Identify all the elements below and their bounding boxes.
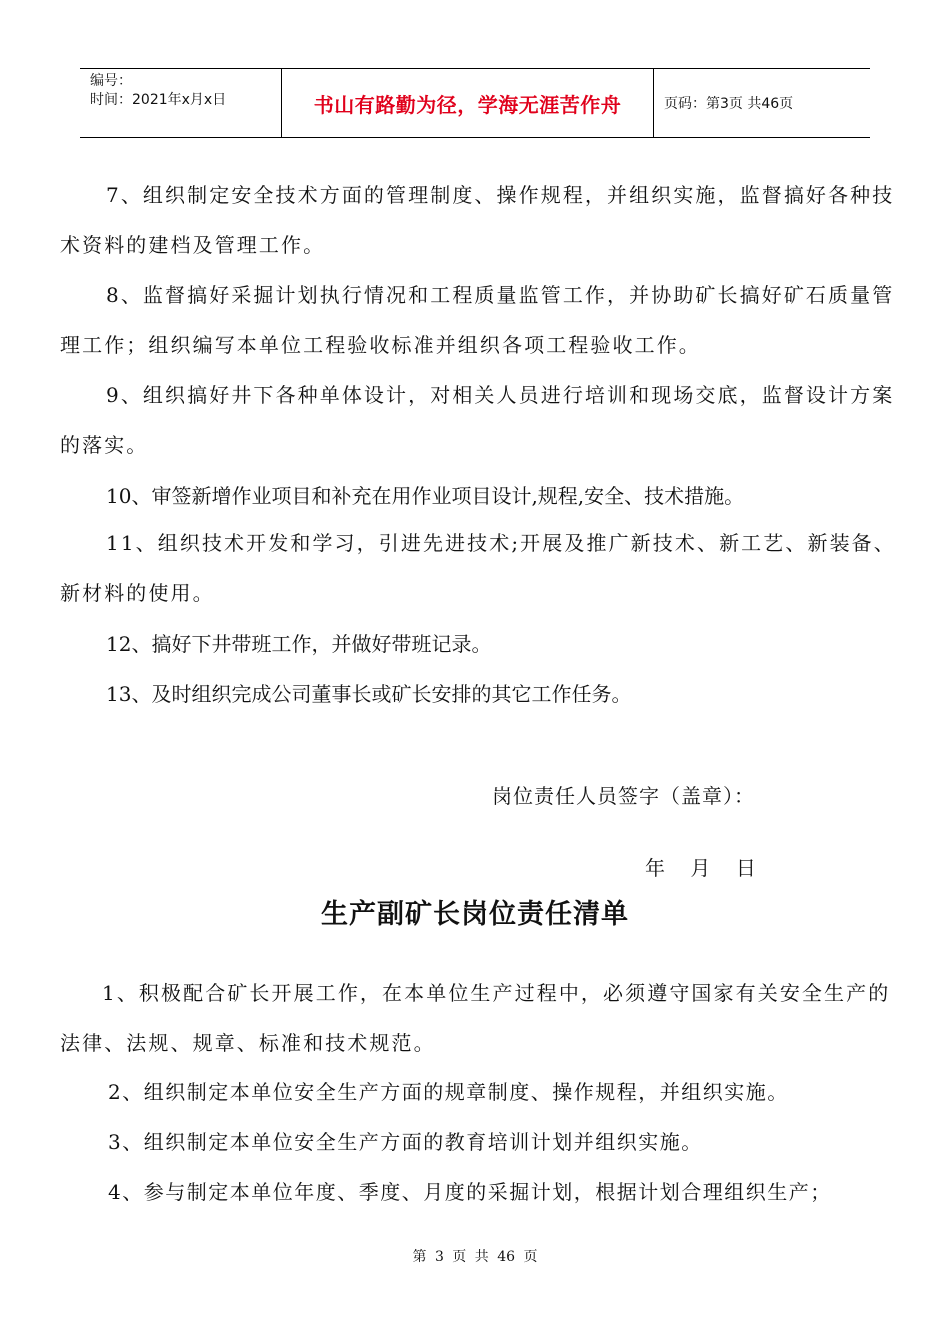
paragraph-item-11: 11、组织技术开发和学习，引进先进技术;开展及推广新技术、新工艺、新装备、新材料的使用。: [60, 531, 896, 605]
header-meta: [80, 69, 282, 137]
header-motto: 书山有路勤为径，学海无涯苦作舟: [282, 69, 654, 137]
paragraph-item-13: 13、及时组织完成公司董事长或矿长安排的其它工作任务。: [106, 682, 632, 706]
duty-item-1: 1、积极配合矿长开展工作，在本单位生产过程中，必须遵守国家有关安全生产的法律、法规、规章、标准和技术规范。: [60, 981, 891, 1055]
section-title: 生产副矿长岗位责任清单: [321, 899, 629, 930]
page-footer: 第 3 页 共 46 页: [412, 1249, 538, 1265]
document-header: [80, 68, 870, 138]
date-line: 年 月 日: [645, 856, 756, 880]
duty-item-3: 3、组织制定本单位安全生产方面的教育培训计划并组织实施。: [108, 1130, 703, 1154]
paragraph-item-8: 8、监督搞好采掘计划执行情况和工程质量监管工作，并协助矿长搞好矿石质量管理工作；组织编写本单位工程验收标准并组织各项工程验收工作。: [60, 283, 895, 357]
duty-item-2: 2、组织制定本单位安全生产方面的规章制度、操作规程，并组织实施。: [108, 1080, 789, 1104]
document-number: 编号：: [90, 73, 132, 89]
header-page-info: 页码：第3页 共46页: [664, 96, 794, 112]
paragraph-item-10: 10、审签新增作业项目和补充在用作业项目设计,规程,安全、技术措施。: [106, 484, 745, 508]
paragraph-item-7: 7、组织制定安全技术方面的管理制度、操作规程，并组织实施，监督搞好各种技术资料的建档及管理工作。: [60, 183, 895, 257]
duty-item-4: 4、参与制定本单位年度、季度、月度的采掘计划，根据计划合理组织生产；: [108, 1180, 832, 1204]
paragraph-item-12: 12、搞好下井带班工作，并做好带班记录。: [106, 632, 492, 656]
paragraph-item-9: 9、组织搞好井下各种单体设计，对相关人员进行培训和现场交底，监督设计方案的落实。: [60, 383, 895, 457]
signature-line: 岗位责任人员签字（盖章）：: [492, 784, 755, 808]
document-date: 时间：2021年x月x日: [90, 92, 227, 108]
